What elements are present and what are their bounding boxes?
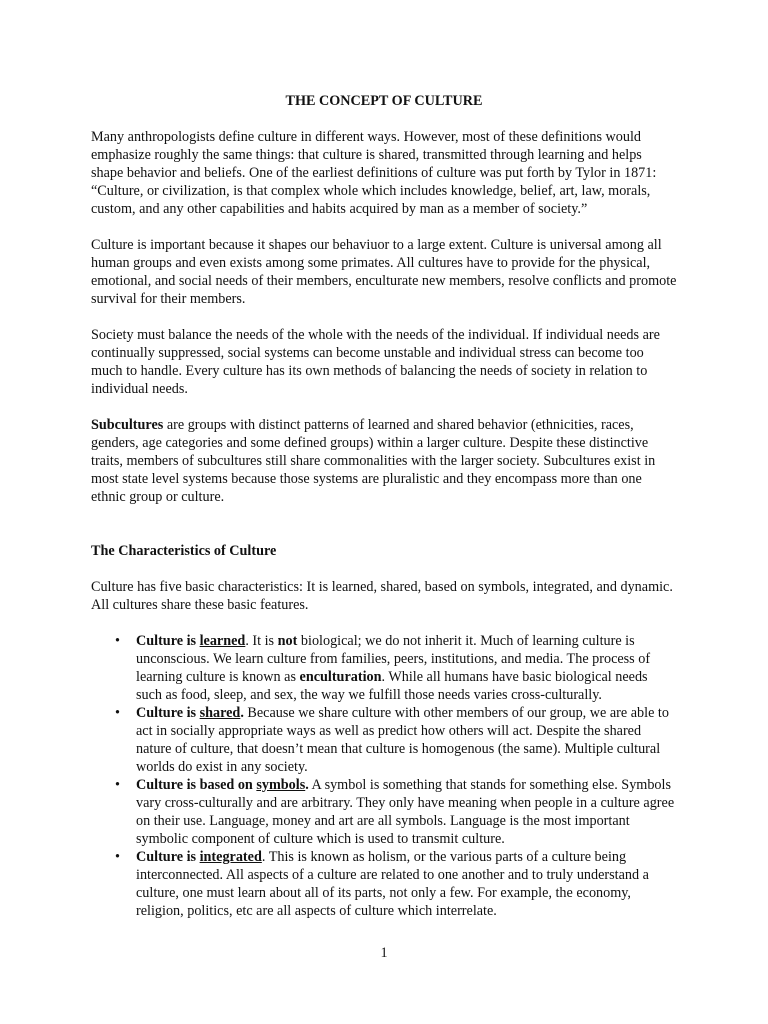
list-item-learned — [115, 632, 677, 704]
bullet-icon: • — [115, 777, 120, 793]
body-text: . This is known as holism, or the various parts of a culture being interconnected. All aspects of a culture are related to one another and to truly understand a culture, one must learn about all of its parts, not only a few. For example, the economy, religion, politics, etc are all aspects of culture which interrelate. — [136, 849, 649, 919]
bullet-icon: • — [115, 633, 120, 649]
paragraph-importance: Culture is important because it shapes our behaviuor to a large extent. Culture is universal among all human groups and even exists among some primates. All cultures have to provide for the physical, emotional, and social needs of their members, enculturate new members, resolve conflicts and promote survival for their members. — [91, 237, 677, 307]
document-title: THE CONCEPT OF CULTURE — [285, 93, 483, 109]
paragraph-definitions: Many anthropologists define culture in different ways. However, most of these definitions would emphasize roughly the same things: that culture is shared, transmitted through learning and helps shape behavior and beliefs. One of the earliest definitions of culture was put forth by Tylor in 1871: “Culture, or civilization, is that complex whole which includes knowledge, belief, art, law, morals, custom, and any other capabilities and habits acquired by man as a member of society.” — [91, 129, 657, 217]
page-number: 1 — [380, 945, 388, 961]
subcultures-text: are groups with distinct patterns of learned and shared behavior (ethnicities, races, genders, age categories and some defined groups) within a larger culture. Despite these distinctive traits, members of subcultures still share commonalities with the larger society. Subcultures exist in most state level systems because those systems are pluralistic and they encompass more than one ethnic group or culture. — [91, 417, 656, 505]
lead-text: Culture is — [136, 633, 200, 649]
paragraph-intro: Culture has five basic characteristics: It is learned, shared, based on symbols, integrated, and dynamic. All cultures share these basic features. — [91, 579, 673, 613]
keyword-learned: learned — [199, 633, 246, 649]
list-item-shared — [115, 704, 677, 776]
section-heading: The Characteristics of Culture — [91, 543, 277, 559]
subcultures-term: Subcultures — [91, 417, 164, 433]
keyword-shared: shared — [199, 705, 241, 721]
body-text: . While all humans have basic biological needs such as food, sleep, and sex, the way we fulfill those needs varies cross-culturally. — [136, 669, 648, 703]
body-text: Because we share culture with other members of our group, we are able to act in socially appropriate ways as well as predict how others will act. Despite the shared nature of culture, that doesn’t mean that culture is homogenous (the same). Multiple cultural worlds do exist in any society. — [136, 705, 669, 775]
bullet-icon: • — [115, 705, 120, 721]
lead-text: Culture is — [136, 849, 200, 865]
list-item-integrated — [115, 848, 677, 920]
keyword-period: . — [305, 777, 309, 793]
lead-text: Culture is — [136, 705, 200, 721]
keyword-symbols: symbols — [256, 777, 306, 793]
paragraph-subcultures — [91, 416, 677, 506]
term-enculturation: enculturation — [299, 669, 382, 685]
keyword-integrated: integrated — [199, 849, 262, 865]
list-item-symbols — [115, 776, 677, 848]
body-text: biological; we do not inherit it. Much of learning culture is unconscious. We learn culture from families, peers, institutions, and media. The process of learning culture is known as — [136, 633, 651, 685]
body-text: . It is — [245, 633, 278, 649]
lead-text: Culture is based on — [136, 777, 257, 793]
body-text: A symbol is something that stands for something else. Symbols vary cross-culturally and are arbitrary. They only have meaning when people in a culture agree on their use. Language, money and art are all symbols. Language is the most important symbolic component of culture which is used to transmit culture. — [136, 777, 675, 847]
paragraph-society-balance: Society must balance the needs of the whole with the needs of the individual. If individual needs are continually suppressed, social systems can become unstable and individual stress can become too much to handle. Every culture has its own methods of balancing the needs of society in relation to individual needs. — [91, 327, 660, 397]
characteristics-list — [91, 632, 677, 920]
keyword-period: . — [240, 705, 244, 721]
bullet-icon: • — [115, 849, 120, 865]
emphasis-not: not — [277, 633, 298, 649]
